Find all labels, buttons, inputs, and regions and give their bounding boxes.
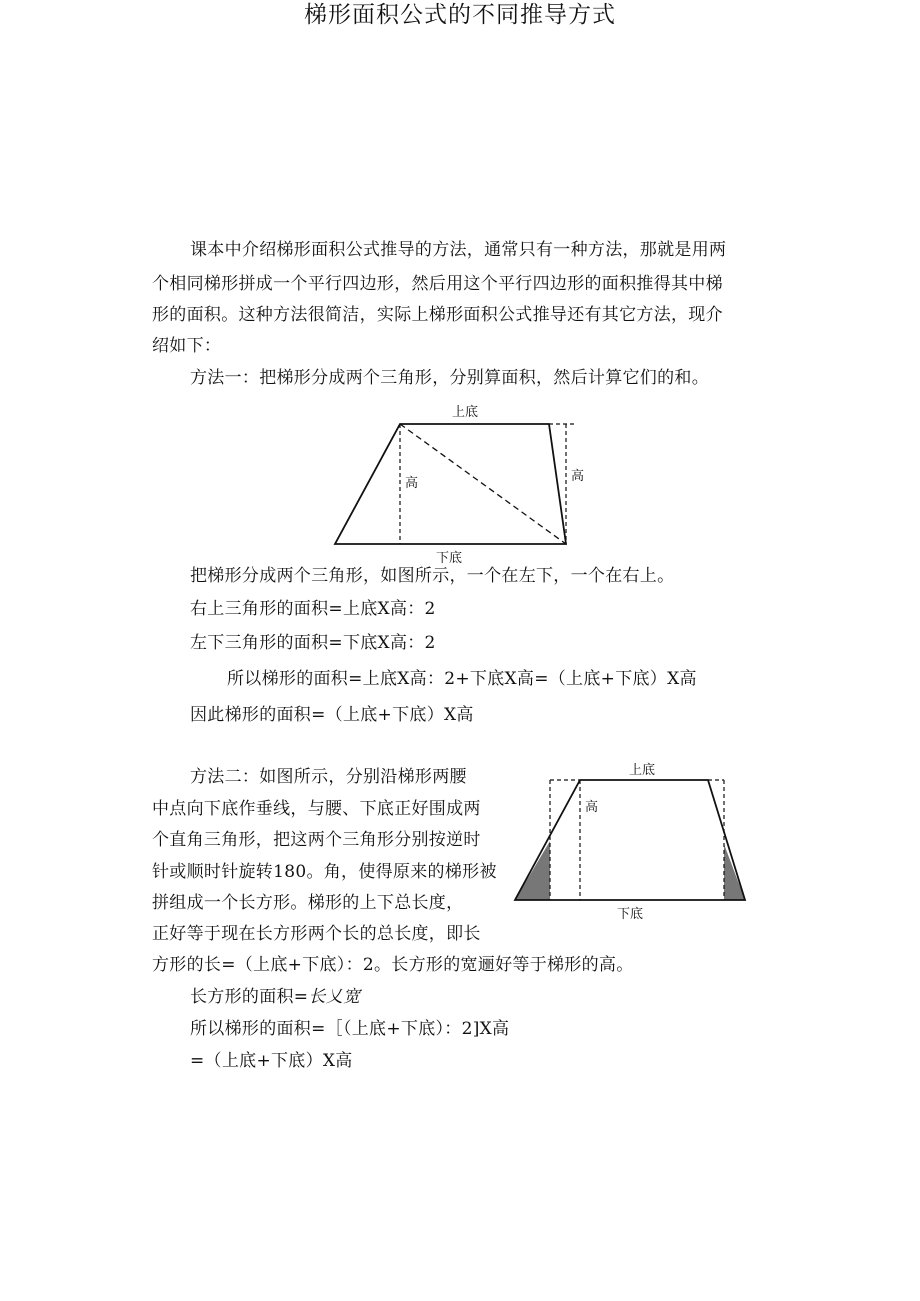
method1-line-1: 把梯形分成两个三角形，如图所示，一个在左下，一个在右上。 — [190, 566, 675, 586]
label-bottom-base: 下底 — [436, 551, 463, 566]
method1-line-5: 因此梯形的面积=（上底+下底）X高 — [190, 705, 474, 725]
rect-area-prefix: 长方形的面积= — [190, 987, 309, 1007]
label-bottom-base-2: 下底 — [617, 907, 644, 922]
figure-trapezoid-rectangle — [510, 760, 750, 920]
method2-line-1: 方法二：如图所示，分别沿梯形两腰 — [190, 767, 467, 787]
method2-result-1: 所以梯形的面积=［（上底+下底）：2]X高 — [190, 1019, 510, 1039]
method2-line-7: 方形的长=（上底+下底）：2。长方形的宽逦好等于梯形的高。 — [152, 955, 634, 975]
method2-line-3: 个直角三角形，把这两个三角形分别按逆时 — [152, 830, 481, 850]
method2-line-4: 针或顺时针旋转180。角，使得原来的梯形被 — [152, 862, 497, 882]
method1-heading: 方法一：把梯形分成两个三角形，分别算面积，然后计算它们的和。 — [190, 368, 709, 388]
diagonal-line — [400, 424, 566, 544]
label-height-right: 高 — [571, 469, 585, 484]
method2-result-2: =（上底+下底）X高 — [190, 1051, 353, 1071]
rect-area-formula — [190, 987, 360, 1007]
method1-line-3: 左下三角形的面积=下底X高：2 — [190, 633, 436, 653]
label-top-base: 上底 — [452, 405, 479, 420]
intro-line-2: 个相同梯形拼成一个平行四边形，然后用这个平行四边形的面积推得其中梯 — [152, 274, 723, 294]
method2-line-5: 拼组成一个长方形。梯形的上下总长度， — [152, 893, 464, 913]
method2-line-2: 中点向下底作垂线，与腰、下底正好围成两 — [152, 799, 481, 819]
page-title: 梯形面积公式的不同推导方式 — [304, 2, 616, 28]
label-top-base-2: 上底 — [629, 763, 656, 778]
rect-area-suffix: 长乂宽 — [308, 987, 361, 1007]
intro-line-1: 课本中介绍梯形面积公式推导的方法，通常只有一种方法，那就是用两 — [190, 240, 727, 260]
label-height-left: 高 — [405, 476, 419, 491]
intro-line-3: 形的面积。这种方法很简洁，实际上梯形面积公式推导还有其它方法，现介 — [152, 305, 723, 325]
label-height-2: 高 — [585, 800, 599, 815]
figure-trapezoid-triangles — [330, 398, 585, 566]
method1-line-2: 右上三角形的面积=上底X高：2 — [190, 599, 436, 619]
method2-line-6: 正好等于现在长方形两个长的总长度，即长 — [152, 924, 481, 944]
intro-line-4: 绍如下： — [152, 336, 222, 356]
trapezoid-outline — [335, 424, 566, 544]
method1-line-4: 所以梯形的面积=上底X高：2+下底X高=（上底+下底）X高 — [227, 669, 697, 689]
